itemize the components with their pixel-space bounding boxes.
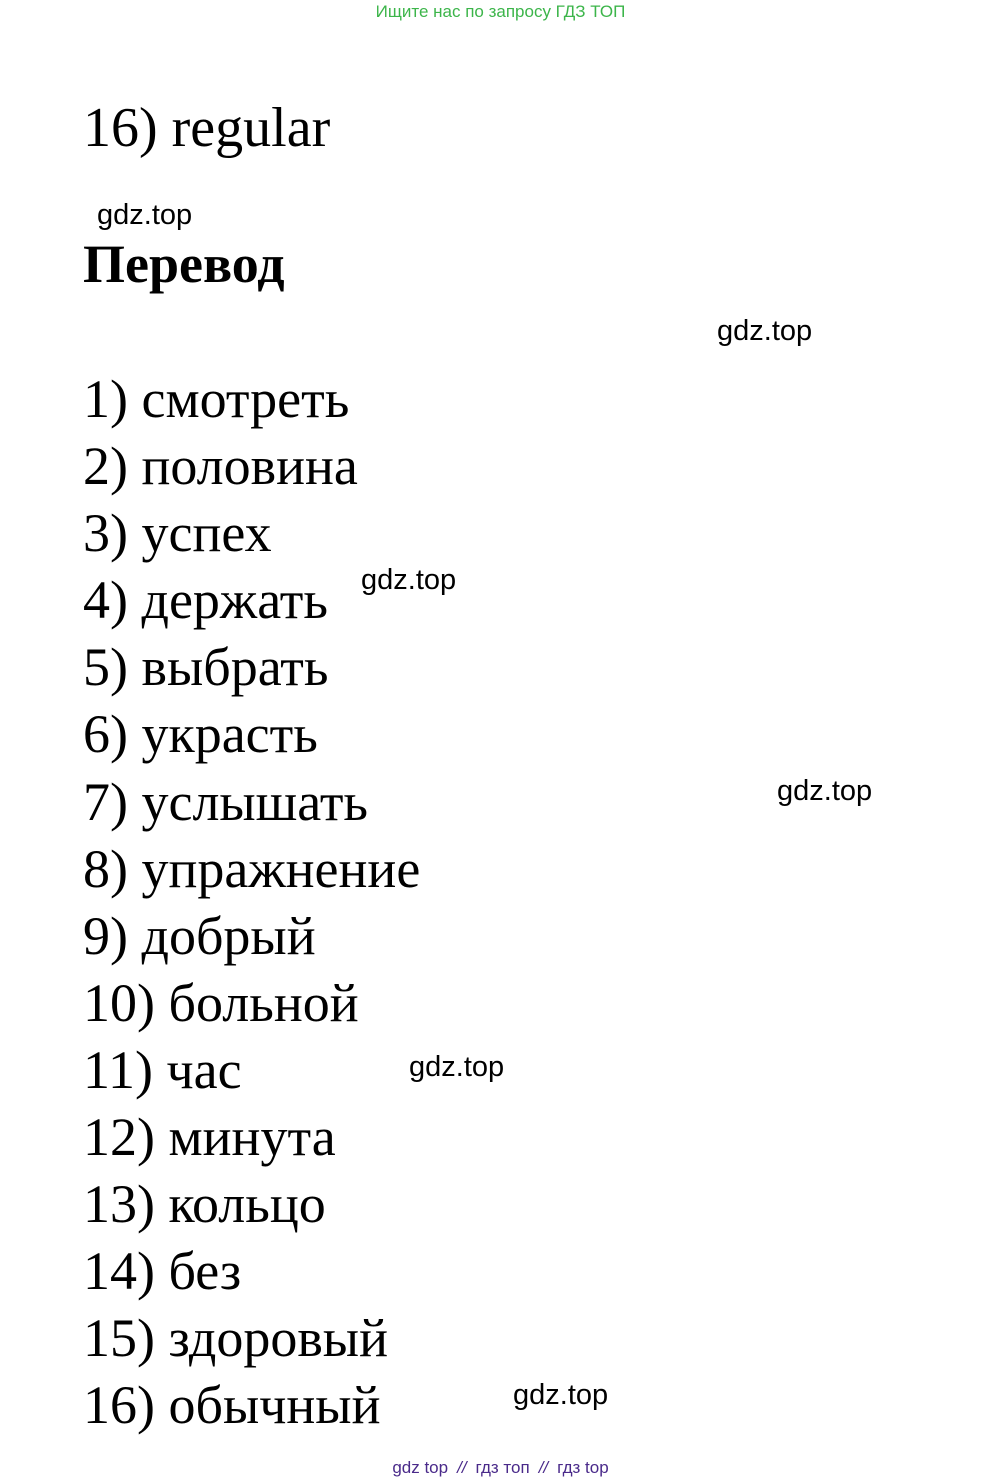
watermark: gdz.top — [717, 315, 813, 347]
footer-link-2[interactable]: гдз топ — [475, 1458, 530, 1477]
footer-link-3[interactable]: гдз top — [557, 1458, 609, 1477]
list-item: 9) добрый — [83, 905, 316, 966]
list-item: 15) здоровый — [83, 1308, 388, 1369]
page-title: Перевод — [83, 234, 285, 294]
previous-item: 16) regular — [83, 97, 331, 159]
list-item: 13) кольцо — [83, 1174, 326, 1235]
list-item: 5) выбрать — [83, 637, 329, 698]
list-item: 1) смотреть — [83, 369, 350, 429]
list-item: 16) обычный — [83, 1375, 381, 1436]
list-item: 12) минута — [83, 1107, 336, 1168]
list-item: 3) успех — [83, 503, 272, 564]
top-banner: Ищите нас по запросу ГДЗ ТОП — [375, 2, 626, 21]
list-item: 8) упражнение — [83, 838, 421, 899]
watermark: gdz.top — [513, 1379, 609, 1411]
watermark: gdz.top — [409, 1051, 505, 1083]
watermark: gdz.top — [777, 775, 873, 807]
footer-link-1[interactable]: gdz top — [392, 1458, 449, 1477]
list-item: 14) без — [83, 1241, 242, 1302]
footer — [0, 1456, 1001, 1480]
watermark: gdz.top — [97, 199, 193, 231]
list-item: 10) больной — [83, 972, 359, 1033]
list-item: 6) украсть — [83, 704, 318, 765]
list-item: 7) услышать — [83, 771, 369, 832]
watermark: gdz.top — [361, 564, 457, 596]
list-item: 2) половина — [83, 436, 358, 497]
translation-list — [83, 366, 420, 1440]
list-item: 4) держать — [83, 570, 329, 631]
footer-separator: // — [538, 1458, 549, 1477]
list-item: 11) час — [83, 1039, 242, 1100]
footer-separator: // — [457, 1458, 467, 1477]
